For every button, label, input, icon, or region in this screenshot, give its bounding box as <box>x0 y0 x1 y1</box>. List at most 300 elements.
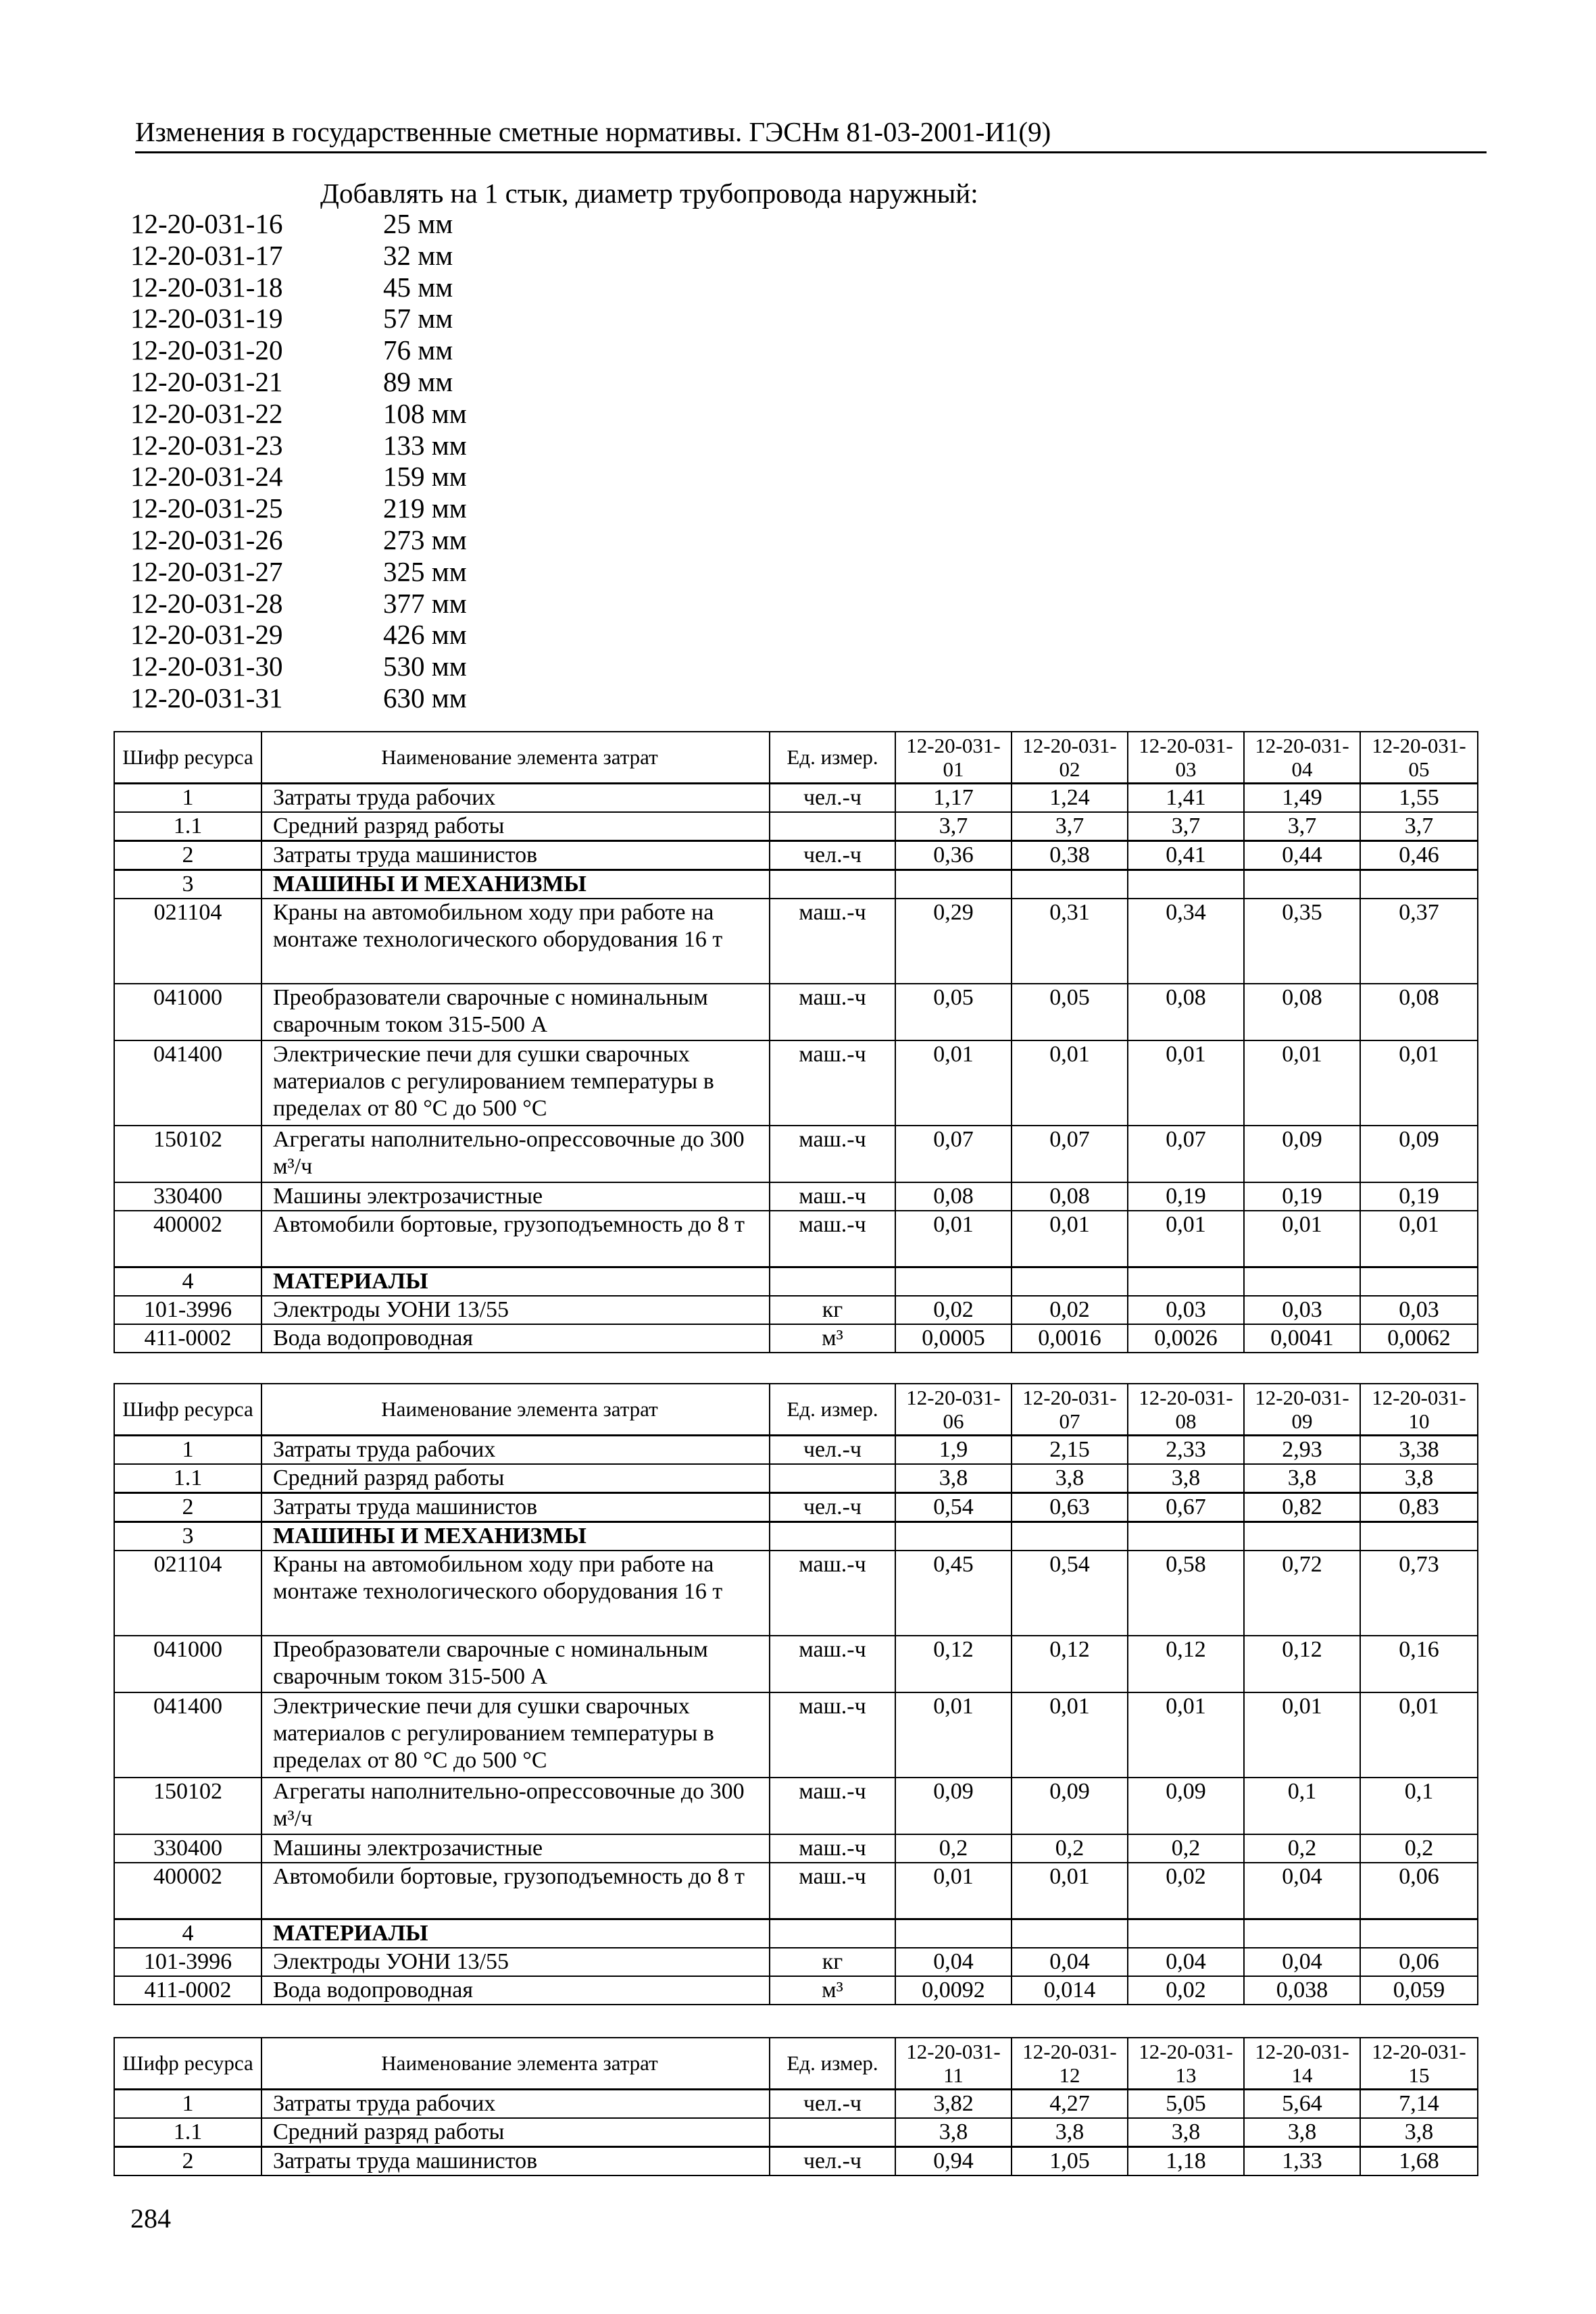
header-norm-code: 12-20-031-06 <box>895 1384 1012 1435</box>
code-list-item <box>130 398 467 430</box>
resource-table <box>114 2037 1478 2176</box>
header-norm-code: 12-20-031-11 <box>895 2038 1012 2089</box>
code-list-code: 12-20-031-21 <box>130 366 283 397</box>
resource-value: 0,35 <box>1244 899 1360 984</box>
header-norm-code: 12-20-031-14 <box>1244 2038 1360 2089</box>
resource-value: 0,05 <box>1012 984 1128 1040</box>
resource-name: Затраты труда машинистов <box>261 840 770 870</box>
table-row <box>114 783 1478 812</box>
code-list-desc: 377 мм <box>383 587 467 619</box>
resource-value: 0,08 <box>1012 1182 1128 1211</box>
header-unit: Ед. измер. <box>770 732 895 783</box>
resource-value <box>1128 1919 1244 1948</box>
resource-code: 400002 <box>114 1211 261 1267</box>
table-row <box>114 1834 1478 1863</box>
resource-value: 0,01 <box>895 1692 1012 1778</box>
table-row <box>114 1948 1478 1976</box>
resource-name: Электроды УОНИ 13/55 <box>261 1948 770 1976</box>
resource-value: 0,01 <box>1244 1040 1360 1126</box>
resource-value <box>1244 1267 1360 1297</box>
resource-value: 0,54 <box>895 1492 1012 1521</box>
code-list-code: 12-20-031-31 <box>130 682 283 713</box>
code-list-code: 12-20-031-24 <box>130 461 283 493</box>
resource-value: 0,0026 <box>1128 1324 1244 1353</box>
code-list-code: 12-20-031-22 <box>130 397 283 429</box>
resource-value <box>1128 1521 1244 1551</box>
resource-value: 3,8 <box>1128 2118 1244 2147</box>
header-norm-code: 12-20-031-09 <box>1244 1384 1360 1435</box>
code-list-desc: 530 мм <box>383 651 467 682</box>
resource-value: 1,33 <box>1244 2146 1360 2175</box>
resource-name: Вода водопроводная <box>261 1976 770 2005</box>
resource-value: 1,24 <box>1012 783 1128 812</box>
resource-value: 3,8 <box>1012 1464 1128 1493</box>
code-list-desc: 108 мм <box>383 397 467 429</box>
resource-unit: кг <box>770 1948 895 1976</box>
table-row <box>114 1919 1478 1948</box>
table-row <box>114 2089 1478 2118</box>
code-list-code: 12-20-031-18 <box>130 271 283 303</box>
resource-value: 0,83 <box>1360 1492 1478 1521</box>
resource-unit: чел.-ч <box>770 1435 895 1464</box>
resource-code: 411-0002 <box>114 1324 261 1353</box>
header-code: Шифр ресурса <box>114 732 261 783</box>
resource-unit <box>770 1919 895 1948</box>
resource-value: 0,01 <box>895 1863 1012 1919</box>
code-list-desc: 133 мм <box>383 429 467 461</box>
resource-value: 0,72 <box>1244 1551 1360 1636</box>
resource-value: 0,12 <box>1244 1636 1360 1692</box>
resource-unit: чел.-ч <box>770 2089 895 2118</box>
resource-unit: маш.-ч <box>770 1778 895 1834</box>
resource-value: 0,82 <box>1244 1492 1360 1521</box>
resource-value: 3,8 <box>1012 2118 1128 2147</box>
table-row <box>114 1692 1478 1778</box>
resource-name: Автомобили бортовые, грузоподъемность до 8 т <box>261 1211 770 1267</box>
resource-value: 0,09 <box>1244 1126 1360 1182</box>
code-list-item <box>130 651 467 682</box>
code-list-code: 12-20-031-25 <box>130 493 283 524</box>
resource-code: 041000 <box>114 1636 261 1692</box>
header-norm-code: 12-20-031-01 <box>895 732 1012 783</box>
resource-value: 0,02 <box>1128 1863 1244 1919</box>
resource-value: 3,82 <box>895 2089 1012 2118</box>
resource-unit: маш.-ч <box>770 1182 895 1211</box>
resource-code: 3 <box>114 1521 261 1551</box>
resource-value: 0,01 <box>1012 1211 1128 1267</box>
header-norm-code: 12-20-031-05 <box>1360 732 1478 783</box>
resource-name: Автомобили бортовые, грузоподъемность до 8 т <box>261 1863 770 1919</box>
resource-value: 0,01 <box>1244 1211 1360 1267</box>
resource-unit: маш.-ч <box>770 1692 895 1778</box>
resource-table <box>114 1383 1478 2005</box>
table-row <box>114 812 1478 841</box>
resource-value: 0,09 <box>1128 1778 1244 1834</box>
resource-value: 0,014 <box>1012 1976 1128 2005</box>
table-row <box>114 1863 1478 1919</box>
resource-name: Затраты труда рабочих <box>261 1435 770 1464</box>
resource-name: Электрические печи для сушки сварочных материалов с регулированием температуры в пределах от 80 °С до 500 °С <box>261 1040 770 1126</box>
resource-value: 0,08 <box>1244 984 1360 1040</box>
code-list-item <box>130 524 467 556</box>
resource-value: 1,05 <box>1012 2146 1128 2175</box>
resource-name: МАТЕРИАЛЫ <box>261 1919 770 1948</box>
resource-value: 0,01 <box>1128 1692 1244 1778</box>
resource-value: 0,01 <box>1360 1040 1478 1126</box>
resource-value: 0,1 <box>1360 1778 1478 1834</box>
resource-value <box>895 1267 1012 1297</box>
table-header-row <box>114 732 1478 783</box>
resource-value: 0,03 <box>1244 1296 1360 1324</box>
resource-table <box>114 731 1478 1353</box>
resource-code: 330400 <box>114 1834 261 1863</box>
resource-unit: чел.-ч <box>770 2146 895 2175</box>
resource-name: МАШИНЫ И МЕХАНИЗМЫ <box>261 870 770 899</box>
resource-value <box>1012 1919 1128 1948</box>
resource-value <box>1360 1267 1478 1297</box>
code-list-desc: 159 мм <box>383 461 467 493</box>
resource-value: 0,19 <box>1128 1182 1244 1211</box>
resource-value: 0,67 <box>1128 1492 1244 1521</box>
resource-value: 0,12 <box>1128 1636 1244 1692</box>
resource-value: 1,17 <box>895 783 1012 812</box>
code-list-item <box>130 619 467 651</box>
resource-value: 1,49 <box>1244 783 1360 812</box>
resource-value: 0,0016 <box>1012 1324 1128 1353</box>
resource-name: МАТЕРИАЛЫ <box>261 1267 770 1297</box>
code-list-desc: 25 мм <box>383 208 453 239</box>
resource-value: 0,01 <box>1012 1040 1128 1126</box>
header-unit: Ед. измер. <box>770 2038 895 2089</box>
resource-value: 0,0005 <box>895 1324 1012 1353</box>
resource-value: 0,01 <box>1244 1692 1360 1778</box>
code-list-item <box>130 240 467 272</box>
resource-name: МАШИНЫ И МЕХАНИЗМЫ <box>261 1521 770 1551</box>
resource-value <box>1128 870 1244 899</box>
page-number: 284 <box>130 2203 171 2234</box>
resource-unit: маш.-ч <box>770 899 895 984</box>
resource-unit: чел.-ч <box>770 1492 895 1521</box>
resource-value: 0,37 <box>1360 899 1478 984</box>
resource-name: Преобразователи сварочные с номинальным сварочным током 315-500 А <box>261 984 770 1040</box>
resource-unit <box>770 812 895 841</box>
resource-value: 0,36 <box>895 840 1012 870</box>
resource-code: 400002 <box>114 1863 261 1919</box>
resource-value: 0,38 <box>1012 840 1128 870</box>
table-row <box>114 1464 1478 1493</box>
resource-value: 0,07 <box>895 1126 1012 1182</box>
resource-code: 4 <box>114 1919 261 1948</box>
resource-value: 0,12 <box>1012 1636 1128 1692</box>
resource-value: 0,01 <box>895 1040 1012 1126</box>
header-name: Наименование элемента затрат <box>261 732 770 783</box>
table-row <box>114 1126 1478 1182</box>
resource-name: Преобразователи сварочные с номинальным сварочным током 315-500 А <box>261 1636 770 1692</box>
header-norm-code: 12-20-031-04 <box>1244 732 1360 783</box>
resource-value: 0,08 <box>1128 984 1244 1040</box>
resource-code: 2 <box>114 1492 261 1521</box>
code-list-item <box>130 208 467 240</box>
resource-code: 411-0002 <box>114 1976 261 2005</box>
resource-value: 0,02 <box>1012 1296 1128 1324</box>
resource-value: 7,14 <box>1360 2089 1478 2118</box>
resource-value <box>1360 870 1478 899</box>
table-row <box>114 1211 1478 1267</box>
resource-unit <box>770 1267 895 1297</box>
resource-unit <box>770 870 895 899</box>
code-list-desc: 325 мм <box>383 555 467 587</box>
resource-value: 0,94 <box>895 2146 1012 2175</box>
resource-value <box>895 1919 1012 1948</box>
resource-value: 0,58 <box>1128 1551 1244 1636</box>
resource-unit <box>770 2118 895 2147</box>
code-list-desc: 630 мм <box>383 682 467 713</box>
code-list-item <box>130 272 467 303</box>
resource-code: 041000 <box>114 984 261 1040</box>
resource-value: 0,19 <box>1360 1182 1478 1211</box>
resource-value <box>895 870 1012 899</box>
resource-name: Затраты труда машинистов <box>261 1492 770 1521</box>
resource-value: 0,04 <box>895 1948 1012 1976</box>
resource-value: 3,7 <box>1012 812 1128 841</box>
resource-unit: чел.-ч <box>770 840 895 870</box>
table-row <box>114 1296 1478 1324</box>
resource-value: 0,01 <box>1128 1211 1244 1267</box>
resource-value: 0,03 <box>1360 1296 1478 1324</box>
resource-value: 3,38 <box>1360 1435 1478 1464</box>
resource-value: 1,18 <box>1128 2146 1244 2175</box>
resource-value: 5,64 <box>1244 2089 1360 2118</box>
code-list-item <box>130 303 467 334</box>
resource-value: 0,45 <box>895 1551 1012 1636</box>
resource-value: 0,2 <box>1360 1834 1478 1863</box>
resource-value: 0,059 <box>1360 1976 1478 2005</box>
resource-unit <box>770 1464 895 1493</box>
resource-value: 1,9 <box>895 1435 1012 1464</box>
resource-value: 0,44 <box>1244 840 1360 870</box>
resource-value: 0,08 <box>895 1182 1012 1211</box>
code-list-item <box>130 588 467 620</box>
resource-value: 0,04 <box>1244 1948 1360 1976</box>
resource-code: 041400 <box>114 1040 261 1126</box>
resource-unit: кг <box>770 1296 895 1324</box>
resource-code: 2 <box>114 840 261 870</box>
resource-value <box>1244 1919 1360 1948</box>
resource-value: 0,01 <box>1360 1692 1478 1778</box>
table-row <box>114 2146 1478 2175</box>
resource-value: 0,09 <box>895 1778 1012 1834</box>
resource-value: 3,8 <box>1244 2118 1360 2147</box>
resource-name: Затраты труда рабочих <box>261 2089 770 2118</box>
table-row <box>114 1267 1478 1297</box>
resource-code: 021104 <box>114 899 261 984</box>
resource-value: 0,54 <box>1012 1551 1128 1636</box>
resource-code: 041400 <box>114 1692 261 1778</box>
resource-name: Затраты труда рабочих <box>261 783 770 812</box>
resource-code: 1.1 <box>114 812 261 841</box>
header-norm-code: 12-20-031-07 <box>1012 1384 1128 1435</box>
table-row <box>114 984 1478 1040</box>
resource-name: Средний разряд работы <box>261 1464 770 1493</box>
header-name: Наименование элемента затрат <box>261 2038 770 2089</box>
resource-value: 0,07 <box>1012 1126 1128 1182</box>
resource-value: 0,05 <box>895 984 1012 1040</box>
code-list-code: 12-20-031-30 <box>130 651 283 682</box>
resource-name: Средний разряд работы <box>261 2118 770 2147</box>
code-list-code: 12-20-031-27 <box>130 555 283 587</box>
resource-unit: маш.-ч <box>770 1211 895 1267</box>
resource-value <box>1012 1521 1128 1551</box>
resource-value <box>1360 1919 1478 1948</box>
table-row <box>114 1435 1478 1464</box>
resource-value: 0,16 <box>1360 1636 1478 1692</box>
resource-value: 0,73 <box>1360 1551 1478 1636</box>
resource-unit: маш.-ч <box>770 1551 895 1636</box>
code-list-item <box>130 682 467 714</box>
resource-value: 0,12 <box>895 1636 1012 1692</box>
resource-name: Машины электрозачистные <box>261 1834 770 1863</box>
header-name: Наименование элемента затрат <box>261 1384 770 1435</box>
resource-code: 1.1 <box>114 2118 261 2147</box>
code-list-code: 12-20-031-29 <box>130 619 283 651</box>
resource-code: 101-3996 <box>114 1948 261 1976</box>
resource-code: 4 <box>114 1267 261 1297</box>
resource-name: Затраты труда машинистов <box>261 2146 770 2175</box>
resource-code: 150102 <box>114 1126 261 1182</box>
header-code: Шифр ресурса <box>114 2038 261 2089</box>
resource-value: 0,06 <box>1360 1863 1478 1919</box>
resource-value: 0,63 <box>1012 1492 1128 1521</box>
header-norm-code: 12-20-031-08 <box>1128 1384 1244 1435</box>
code-list-code: 12-20-031-26 <box>130 524 283 555</box>
table-row <box>114 2118 1478 2147</box>
resource-value: 5,05 <box>1128 2089 1244 2118</box>
resource-code: 150102 <box>114 1778 261 1834</box>
resource-value: 0,038 <box>1244 1976 1360 2005</box>
resource-value: 0,02 <box>895 1296 1012 1324</box>
resource-value: 0,01 <box>1360 1211 1478 1267</box>
resource-value <box>895 1521 1012 1551</box>
resource-code: 330400 <box>114 1182 261 1211</box>
resource-value: 0,34 <box>1128 899 1244 984</box>
resource-value: 1,41 <box>1128 783 1244 812</box>
header-code: Шифр ресурса <box>114 1384 261 1435</box>
resource-value: 0,09 <box>1360 1126 1478 1182</box>
code-list-desc: 32 мм <box>383 239 453 271</box>
resource-value: 3,7 <box>1244 812 1360 841</box>
resource-unit: маш.-ч <box>770 1636 895 1692</box>
resource-unit: маш.-ч <box>770 1863 895 1919</box>
resource-value: 2,33 <box>1128 1435 1244 1464</box>
resource-code: 021104 <box>114 1551 261 1636</box>
table-row <box>114 1636 1478 1692</box>
code-list-item <box>130 493 467 524</box>
table-row <box>114 1182 1478 1211</box>
code-list-item <box>130 366 467 398</box>
resource-unit <box>770 1521 895 1551</box>
resource-unit: маш.-ч <box>770 1126 895 1182</box>
header-norm-code: 12-20-031-15 <box>1360 2038 1478 2089</box>
resource-value <box>1244 1521 1360 1551</box>
code-list-desc: 57 мм <box>383 303 453 334</box>
resource-value: 0,01 <box>895 1211 1012 1267</box>
resource-name: Вода водопроводная <box>261 1324 770 1353</box>
table-row <box>114 899 1478 984</box>
resource-code: 1.1 <box>114 1464 261 1493</box>
table-row <box>114 840 1478 870</box>
resource-name: Машины электрозачистные <box>261 1182 770 1211</box>
resource-value: 0,04 <box>1128 1948 1244 1976</box>
resource-name: Агрегаты наполнительно-опрессовочные до 300 м³/ч <box>261 1778 770 1834</box>
resource-value <box>1360 1521 1478 1551</box>
resource-value: 0,06 <box>1360 1948 1478 1976</box>
table-header-row <box>114 1384 1478 1435</box>
header-unit: Ед. измер. <box>770 1384 895 1435</box>
table-row <box>114 1976 1478 2005</box>
header-norm-code: 12-20-031-10 <box>1360 1384 1478 1435</box>
code-list-desc: 45 мм <box>383 271 453 303</box>
resource-value: 0,2 <box>895 1834 1012 1863</box>
resource-value: 3,7 <box>895 812 1012 841</box>
code-list-desc: 219 мм <box>383 493 467 524</box>
resource-code: 2 <box>114 2146 261 2175</box>
code-list-item <box>130 334 467 366</box>
resource-value: 0,09 <box>1012 1778 1128 1834</box>
code-list-desc: 426 мм <box>383 619 467 651</box>
table-row <box>114 1521 1478 1551</box>
code-list-code: 12-20-031-19 <box>130 303 283 334</box>
header-norm-code: 12-20-031-13 <box>1128 2038 1244 2089</box>
resource-value: 0,01 <box>1012 1863 1128 1919</box>
resource-name: Краны на автомобильном ходу при работе на монтаже технологического оборудования 16 т <box>261 899 770 984</box>
resource-code: 3 <box>114 870 261 899</box>
resource-value: 2,93 <box>1244 1435 1360 1464</box>
resource-value: 0,02 <box>1128 1976 1244 2005</box>
table-row <box>114 1551 1478 1636</box>
resource-value: 0,41 <box>1128 840 1244 870</box>
code-list-item <box>130 430 467 461</box>
table-row <box>114 1778 1478 1834</box>
resource-value: 3,8 <box>895 2118 1012 2147</box>
resource-code: 1 <box>114 1435 261 1464</box>
header-norm-code: 12-20-031-03 <box>1128 732 1244 783</box>
resource-value: 0,03 <box>1128 1296 1244 1324</box>
resource-value <box>1244 870 1360 899</box>
code-list-desc: 89 мм <box>383 366 453 397</box>
resource-value: 0,04 <box>1012 1948 1128 1976</box>
code-list-code: 12-20-031-28 <box>130 587 283 619</box>
resource-value: 0,04 <box>1244 1863 1360 1919</box>
code-list <box>130 208 467 714</box>
table-row <box>114 1324 1478 1353</box>
code-list-desc: 273 мм <box>383 524 467 555</box>
resource-unit: маш.-ч <box>770 1834 895 1863</box>
resource-value: 3,8 <box>1128 1464 1244 1493</box>
resource-name: Агрегаты наполнительно-опрессовочные до 300 м³/ч <box>261 1126 770 1182</box>
page-header: Изменения в государственные сметные нормативы. ГЭСНм 81-03-2001-И1(9) <box>135 115 1487 153</box>
resource-unit: м³ <box>770 1976 895 2005</box>
resource-value: 3,8 <box>895 1464 1012 1493</box>
resource-value: 0,01 <box>1128 1040 1244 1126</box>
code-list-desc: 76 мм <box>383 334 453 366</box>
resource-value: 3,8 <box>1360 1464 1478 1493</box>
resource-value: 0,2 <box>1012 1834 1128 1863</box>
resource-code: 101-3996 <box>114 1296 261 1324</box>
resource-code: 1 <box>114 783 261 812</box>
code-list-item <box>130 461 467 493</box>
resource-value: 1,55 <box>1360 783 1478 812</box>
resource-value: 0,0062 <box>1360 1324 1478 1353</box>
